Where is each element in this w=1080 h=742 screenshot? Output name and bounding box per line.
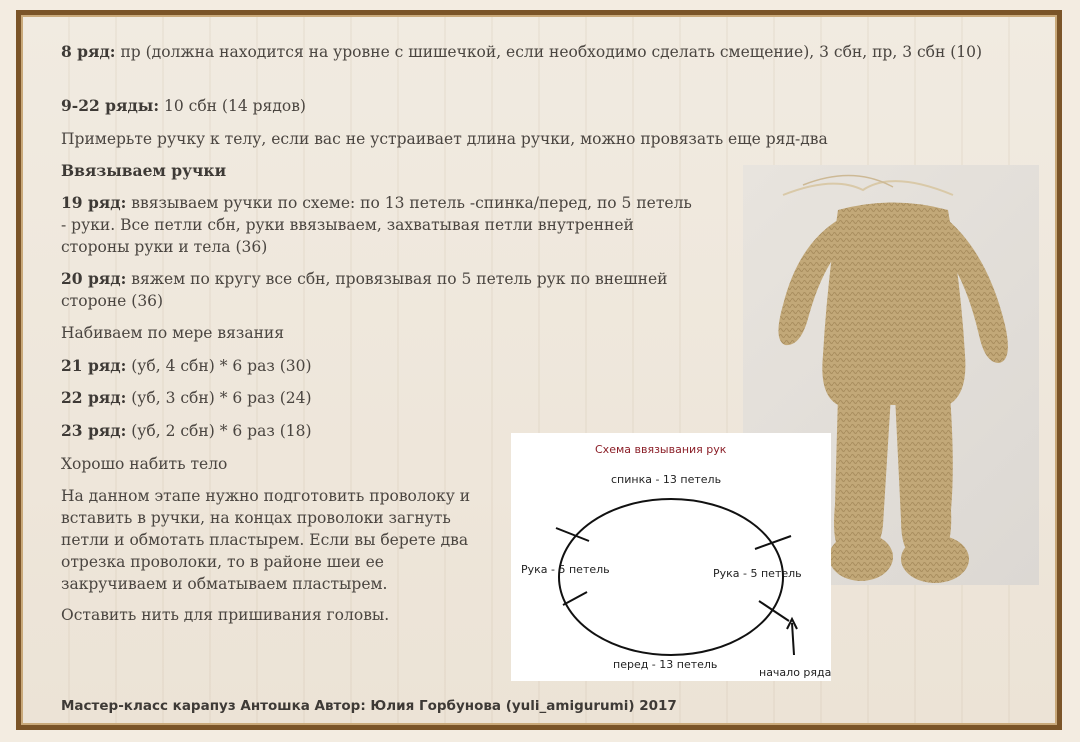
row-text: Примерьте ручку к телу, если вас не устраивает длина ручки, можно провязать еще ряд-два — [61, 130, 828, 148]
row-23 — [61, 420, 461, 442]
row-text: Набиваем по мере вязания — [61, 324, 285, 342]
row-22 — [61, 387, 461, 409]
section-heading: Ввязываем ручки — [61, 161, 227, 180]
label-row-start: начало ряда — [759, 666, 832, 679]
row-text: вяжем по кругу все сбн, провязывая по 5 петель рук по внешней стороне (36) — [61, 270, 668, 310]
row-text: На данном этапе нужно подготовить проволоку и вставить в ручки, на концах проволоки загнуть петли и обмотать пластырем. Если вы берете два отрезка проволоки, то в районе шеи ее закручиваем и обматываем пластырем. — [61, 487, 471, 593]
label-left-arm: Рука - 5 петель — [521, 563, 610, 576]
tick-mark — [755, 536, 791, 549]
tick-mark — [759, 601, 789, 621]
round-ellipse — [559, 499, 783, 655]
row-20 — [61, 268, 726, 312]
fit-hint — [61, 128, 961, 150]
row-21 — [61, 355, 461, 377]
arm-attachment-diagram — [511, 433, 831, 681]
row-text: Хорошо набить тело — [61, 455, 228, 473]
stuffing-note — [61, 322, 701, 344]
row-label: 20 ряд: — [61, 269, 127, 288]
row-9-22 — [61, 95, 701, 117]
row-text: (уб, 3 сбн) * 6 раз (24) — [126, 389, 312, 407]
row-19 — [61, 192, 701, 258]
row-label: 8 ряд: — [61, 42, 116, 61]
arrow-icon — [792, 623, 794, 655]
footer-credit: Мастер-класс карапуз Антошка Автор: Юлия Горбунова (yuli_amigurumi) 2017 — [61, 698, 677, 714]
row-text: Оставить нить для пришивания головы. — [61, 606, 390, 624]
diagram-title: Схема ввязывания рук — [595, 443, 727, 456]
leave-thread-note — [61, 604, 491, 626]
label-back: спинка - 13 петель — [611, 473, 722, 486]
row-8 — [61, 41, 1031, 63]
label-front: перед - 13 петель — [613, 658, 718, 671]
row-text: (уб, 2 сбн) * 6 раз (18) — [126, 422, 312, 440]
wire-note — [61, 485, 491, 595]
row-text: ввязываем ручки по схеме: по 13 петель -спинка/перед, по 5 петель - руки. Все петли сбн, руки ввязываем, захватывая петли внутренней стороны руки и тела (36) — [61, 194, 692, 256]
row-text: 10 сбн (14 рядов) — [159, 97, 306, 115]
row-text: пр (должна находится на уровне с шишечкой, если необходимо сделать смещение), 3 сбн, пр, 3 сбн (10) — [115, 43, 983, 61]
stuff-body-note — [61, 453, 461, 475]
row-label: 23 ряд: — [61, 421, 127, 440]
row-label: 21 ряд: — [61, 356, 127, 375]
row-label: 19 ряд: — [61, 193, 127, 212]
label-right-arm: Рука - 5 петель — [713, 567, 802, 580]
page-frame — [16, 10, 1062, 730]
row-label: 9-22 ряды: — [61, 96, 160, 115]
tick-mark — [563, 592, 587, 605]
diagram-shapes — [511, 433, 831, 681]
row-label: 22 ряд: — [61, 388, 127, 407]
row-text: (уб, 4 сбн) * 6 раз (30) — [126, 357, 312, 375]
